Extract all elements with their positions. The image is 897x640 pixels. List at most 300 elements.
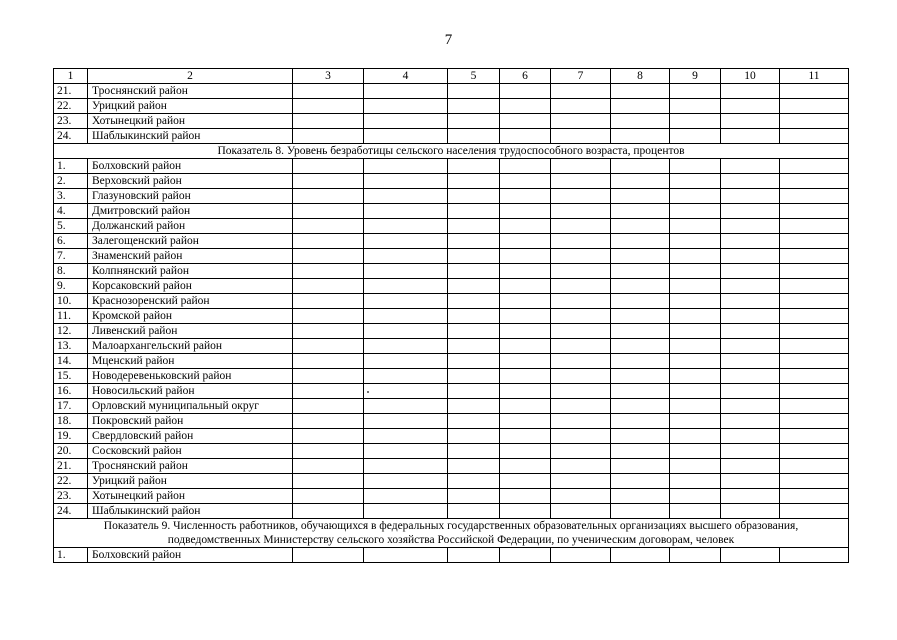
empty-cell <box>448 459 500 474</box>
empty-cell <box>293 129 364 144</box>
row-number: 19. <box>54 429 88 444</box>
empty-cell <box>293 264 364 279</box>
empty-cell <box>551 129 611 144</box>
table-row <box>54 129 849 144</box>
empty-cell <box>721 204 780 219</box>
empty-cell <box>611 459 670 474</box>
empty-cell <box>448 264 500 279</box>
district-name: Хотынецкий район <box>88 489 293 504</box>
empty-cell <box>364 354 448 369</box>
empty-cell <box>293 459 364 474</box>
empty-cell <box>500 204 551 219</box>
empty-cell <box>670 219 721 234</box>
empty-cell <box>721 444 780 459</box>
row-number: 1. <box>54 548 88 563</box>
empty-cell <box>721 414 780 429</box>
empty-cell <box>448 234 500 249</box>
empty-cell <box>670 354 721 369</box>
row-number: 22. <box>54 474 88 489</box>
empty-cell <box>780 159 849 174</box>
empty-cell <box>500 279 551 294</box>
empty-cell <box>721 279 780 294</box>
empty-cell <box>670 249 721 264</box>
empty-cell <box>611 444 670 459</box>
row-number: 7. <box>54 249 88 264</box>
empty-cell <box>293 294 364 309</box>
district-name: Корсаковский район <box>88 279 293 294</box>
district-name: Колпнянский район <box>88 264 293 279</box>
empty-cell <box>611 204 670 219</box>
column-header: 9 <box>670 69 721 84</box>
empty-cell <box>780 339 849 354</box>
empty-cell <box>500 309 551 324</box>
empty-cell <box>670 264 721 279</box>
empty-cell <box>611 189 670 204</box>
empty-cell <box>611 279 670 294</box>
column-header: 8 <box>611 69 670 84</box>
empty-cell <box>670 174 721 189</box>
empty-cell <box>551 548 611 563</box>
empty-cell <box>500 369 551 384</box>
district-name: Верховский район <box>88 174 293 189</box>
row-number: 16. <box>54 384 88 399</box>
row-number: 15. <box>54 369 88 384</box>
empty-cell <box>611 414 670 429</box>
empty-cell <box>293 219 364 234</box>
district-name: Шаблыкинский район <box>88 129 293 144</box>
empty-cell <box>611 264 670 279</box>
empty-cell <box>551 264 611 279</box>
empty-cell <box>611 294 670 309</box>
empty-cell <box>611 354 670 369</box>
empty-cell <box>448 354 500 369</box>
empty-cell <box>500 99 551 114</box>
table-row <box>54 324 849 339</box>
empty-cell <box>721 324 780 339</box>
empty-cell <box>780 309 849 324</box>
empty-cell <box>364 204 448 219</box>
empty-cell <box>721 354 780 369</box>
empty-cell <box>364 414 448 429</box>
empty-cell <box>670 159 721 174</box>
empty-cell <box>364 219 448 234</box>
row-number: 11. <box>54 309 88 324</box>
empty-cell <box>551 114 611 129</box>
empty-cell <box>721 429 780 444</box>
empty-cell <box>721 369 780 384</box>
empty-cell <box>500 264 551 279</box>
district-name: Малоархангельский район <box>88 339 293 354</box>
empty-cell <box>611 384 670 399</box>
table-row <box>54 294 849 309</box>
column-header-row <box>54 69 849 84</box>
empty-cell <box>364 324 448 339</box>
section-title <box>54 519 849 548</box>
row-number: 23. <box>54 114 88 129</box>
empty-cell <box>293 444 364 459</box>
empty-cell <box>500 234 551 249</box>
empty-cell <box>364 114 448 129</box>
empty-cell <box>780 324 849 339</box>
section-9-header <box>54 519 849 548</box>
section-title-line: подведомственных Министерству сельского хозяйства Российской Федерации, по ученическим договорам, человек <box>167 534 735 546</box>
empty-cell <box>448 384 500 399</box>
empty-cell <box>500 84 551 99</box>
district-name: Залегощенский район <box>88 234 293 249</box>
empty-cell <box>448 324 500 339</box>
empty-cell <box>780 414 849 429</box>
empty-cell <box>293 489 364 504</box>
district-name: Свердловский район <box>88 429 293 444</box>
empty-cell <box>448 414 500 429</box>
empty-cell <box>364 279 448 294</box>
district-name: Краснозоренский район <box>88 294 293 309</box>
empty-cell <box>551 504 611 519</box>
row-number: 12. <box>54 324 88 339</box>
empty-cell <box>500 159 551 174</box>
scan-speck <box>367 391 369 393</box>
empty-cell <box>364 489 448 504</box>
empty-cell <box>721 459 780 474</box>
empty-cell <box>364 189 448 204</box>
empty-cell <box>293 474 364 489</box>
empty-cell <box>780 504 849 519</box>
empty-cell <box>670 414 721 429</box>
empty-cell <box>611 84 670 99</box>
empty-cell <box>611 249 670 264</box>
column-header: 1 <box>54 69 88 84</box>
district-name: Троснянский район <box>88 459 293 474</box>
empty-cell <box>551 309 611 324</box>
empty-cell <box>670 234 721 249</box>
empty-cell <box>670 429 721 444</box>
empty-cell <box>448 489 500 504</box>
empty-cell <box>448 294 500 309</box>
empty-cell <box>293 399 364 414</box>
empty-cell <box>293 159 364 174</box>
empty-cell <box>721 129 780 144</box>
row-number: 4. <box>54 204 88 219</box>
empty-cell <box>500 444 551 459</box>
empty-cell <box>293 354 364 369</box>
empty-cell <box>364 99 448 114</box>
empty-cell <box>670 204 721 219</box>
empty-cell <box>448 159 500 174</box>
empty-cell <box>551 99 611 114</box>
empty-cell <box>364 234 448 249</box>
empty-cell <box>780 129 849 144</box>
empty-cell <box>448 474 500 489</box>
empty-cell <box>780 548 849 563</box>
empty-cell <box>780 459 849 474</box>
empty-cell <box>780 429 849 444</box>
table-row <box>54 354 849 369</box>
empty-cell <box>293 84 364 99</box>
empty-cell <box>721 219 780 234</box>
empty-cell <box>670 504 721 519</box>
table-row <box>54 504 849 519</box>
table-row <box>54 249 849 264</box>
empty-cell <box>500 548 551 563</box>
row-number: 14. <box>54 354 88 369</box>
empty-cell <box>500 459 551 474</box>
empty-cell <box>611 219 670 234</box>
column-header: 4 <box>364 69 448 84</box>
empty-cell <box>500 189 551 204</box>
empty-cell <box>721 174 780 189</box>
table-row <box>54 189 849 204</box>
district-name: Сосковский район <box>88 444 293 459</box>
district-name: Новодеревеньковский район <box>88 369 293 384</box>
empty-cell <box>551 159 611 174</box>
table-row <box>54 99 849 114</box>
empty-cell <box>364 339 448 354</box>
empty-cell <box>721 384 780 399</box>
empty-cell <box>780 384 849 399</box>
empty-cell <box>364 249 448 264</box>
empty-cell <box>448 129 500 144</box>
empty-cell <box>293 504 364 519</box>
empty-cell <box>364 129 448 144</box>
empty-cell <box>721 474 780 489</box>
empty-cell <box>780 189 849 204</box>
district-name: Хотынецкий район <box>88 114 293 129</box>
empty-cell <box>364 369 448 384</box>
empty-cell <box>364 459 448 474</box>
empty-cell <box>448 339 500 354</box>
empty-cell <box>670 189 721 204</box>
empty-cell <box>293 99 364 114</box>
table-row <box>54 204 849 219</box>
empty-cell <box>364 429 448 444</box>
empty-cell <box>611 504 670 519</box>
row-number: 13. <box>54 339 88 354</box>
empty-cell <box>611 99 670 114</box>
district-name: Мценский район <box>88 354 293 369</box>
empty-cell <box>780 204 849 219</box>
empty-cell <box>500 174 551 189</box>
row-number: 23. <box>54 489 88 504</box>
empty-cell <box>293 279 364 294</box>
empty-cell <box>293 234 364 249</box>
district-name: Орловский муниципальный округ <box>88 399 293 414</box>
empty-cell <box>551 249 611 264</box>
empty-cell <box>721 114 780 129</box>
row-number: 21. <box>54 459 88 474</box>
table-row <box>54 264 849 279</box>
table-row <box>54 369 849 384</box>
table-row <box>54 399 849 414</box>
empty-cell <box>780 444 849 459</box>
empty-cell <box>364 159 448 174</box>
empty-cell <box>780 279 849 294</box>
empty-cell <box>293 249 364 264</box>
empty-cell <box>670 309 721 324</box>
empty-cell <box>670 474 721 489</box>
empty-cell <box>721 249 780 264</box>
row-number: 8. <box>54 264 88 279</box>
row-number: 9. <box>54 279 88 294</box>
empty-cell <box>611 174 670 189</box>
table-row <box>54 489 849 504</box>
empty-cell <box>780 474 849 489</box>
row-number: 20. <box>54 444 88 459</box>
empty-cell <box>293 369 364 384</box>
empty-cell <box>293 189 364 204</box>
empty-cell <box>500 489 551 504</box>
empty-cell <box>721 189 780 204</box>
empty-cell <box>364 474 448 489</box>
empty-cell <box>500 114 551 129</box>
empty-cell <box>670 369 721 384</box>
empty-cell <box>721 504 780 519</box>
table-row <box>54 114 849 129</box>
empty-cell <box>500 399 551 414</box>
empty-cell <box>551 444 611 459</box>
empty-cell <box>611 339 670 354</box>
empty-cell <box>670 114 721 129</box>
empty-cell <box>780 219 849 234</box>
empty-cell <box>448 309 500 324</box>
empty-cell <box>551 279 611 294</box>
table-row <box>54 384 849 399</box>
empty-cell <box>500 474 551 489</box>
empty-cell <box>500 129 551 144</box>
empty-cell <box>448 99 500 114</box>
table-row <box>54 174 849 189</box>
district-name: Урицкий район <box>88 474 293 489</box>
empty-cell <box>551 384 611 399</box>
empty-cell <box>448 399 500 414</box>
empty-cell <box>448 204 500 219</box>
empty-cell <box>611 489 670 504</box>
empty-cell <box>364 84 448 99</box>
district-name: Дмитровский район <box>88 204 293 219</box>
section-title-line: Показатель 8. Уровень безработицы сельского населения трудоспособного возраста, процентов <box>217 145 685 157</box>
empty-cell <box>780 84 849 99</box>
column-header: 7 <box>551 69 611 84</box>
empty-cell <box>364 444 448 459</box>
empty-cell <box>611 234 670 249</box>
page-number: 7 <box>444 32 453 48</box>
empty-cell <box>780 369 849 384</box>
empty-cell <box>293 114 364 129</box>
empty-cell <box>500 219 551 234</box>
row-number: 21. <box>54 84 88 99</box>
district-name: Новосильский район <box>88 384 293 399</box>
empty-cell <box>551 324 611 339</box>
empty-cell <box>670 84 721 99</box>
empty-cell <box>611 474 670 489</box>
empty-cell <box>448 219 500 234</box>
table-row <box>54 339 849 354</box>
section-title-line: Показатель 9. Численность работников, обучающихся в федеральных государственных образовательных организациях высшего образования, <box>103 520 799 532</box>
empty-cell <box>721 99 780 114</box>
empty-cell <box>448 369 500 384</box>
column-header: 3 <box>293 69 364 84</box>
table-row <box>54 548 849 563</box>
empty-cell <box>293 429 364 444</box>
empty-cell <box>364 264 448 279</box>
empty-cell <box>500 324 551 339</box>
column-header: 11 <box>780 69 849 84</box>
district-name: Урицкий район <box>88 99 293 114</box>
empty-cell <box>780 294 849 309</box>
empty-cell <box>780 264 849 279</box>
empty-cell <box>670 444 721 459</box>
column-header: 10 <box>721 69 780 84</box>
row-number: 5. <box>54 219 88 234</box>
empty-cell <box>448 504 500 519</box>
empty-cell <box>551 189 611 204</box>
empty-cell <box>293 174 364 189</box>
column-header: 5 <box>448 69 500 84</box>
empty-cell <box>293 324 364 339</box>
row-number: 2. <box>54 174 88 189</box>
section-title <box>54 144 849 159</box>
empty-cell <box>293 309 364 324</box>
empty-cell <box>500 384 551 399</box>
district-name: Знаменский район <box>88 249 293 264</box>
empty-cell <box>780 399 849 414</box>
empty-cell <box>293 339 364 354</box>
empty-cell <box>670 279 721 294</box>
empty-cell <box>364 548 448 563</box>
empty-cell <box>551 369 611 384</box>
empty-cell <box>500 354 551 369</box>
table-row <box>54 429 849 444</box>
empty-cell <box>611 429 670 444</box>
empty-cell <box>448 548 500 563</box>
empty-cell <box>293 204 364 219</box>
empty-cell <box>721 294 780 309</box>
empty-cell <box>780 174 849 189</box>
empty-cell <box>448 174 500 189</box>
empty-cell <box>611 114 670 129</box>
empty-cell <box>780 114 849 129</box>
empty-cell <box>670 489 721 504</box>
empty-cell <box>500 339 551 354</box>
row-number: 10. <box>54 294 88 309</box>
empty-cell <box>780 249 849 264</box>
row-number: 6. <box>54 234 88 249</box>
empty-cell <box>293 414 364 429</box>
empty-cell <box>670 384 721 399</box>
empty-cell <box>364 504 448 519</box>
empty-cell <box>448 114 500 129</box>
empty-cell <box>721 548 780 563</box>
empty-cell <box>551 339 611 354</box>
district-name: Ливенский район <box>88 324 293 339</box>
empty-cell <box>551 489 611 504</box>
empty-cell <box>780 354 849 369</box>
indicator-table <box>53 68 849 563</box>
empty-cell <box>500 414 551 429</box>
empty-cell <box>721 234 780 249</box>
table-row <box>54 234 849 249</box>
empty-cell <box>721 159 780 174</box>
empty-cell <box>670 459 721 474</box>
district-name: Должанский район <box>88 219 293 234</box>
empty-cell <box>611 309 670 324</box>
empty-cell <box>293 384 364 399</box>
table-row <box>54 414 849 429</box>
empty-cell <box>721 399 780 414</box>
empty-cell <box>670 339 721 354</box>
empty-cell <box>721 339 780 354</box>
table-body <box>54 69 849 563</box>
empty-cell <box>670 399 721 414</box>
